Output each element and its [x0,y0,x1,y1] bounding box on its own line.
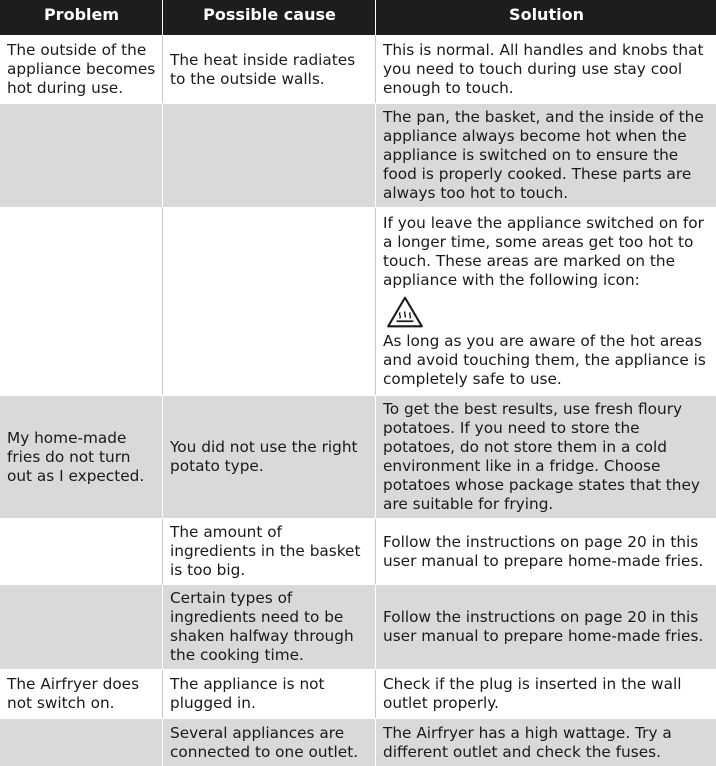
solution-cell: Check if the plug is inserted in the wall outlet properly. [383,675,682,712]
solution-cell: The pan, the basket, and the inside of the appliance always become hot when the appliance is switched on to ensure the food is properly cooked. These parts are always too hot to touch. [383,108,704,202]
problem-cell [0,719,163,766]
solution-cell: The Airfryer has a high wattage. Try a different outlet and check the fuses. [383,723,672,761]
problem-cell [0,585,163,669]
cause-cell: The heat inside radiates to the outside walls. [163,36,376,103]
cause-cell: The appliance is not plugged in. [163,670,376,718]
cause-cell: Certain types of ingredients need to be shaken halfway through the cooking time. [163,585,376,669]
cause-cell [163,104,376,207]
problem-cell [0,519,163,584]
table-row [0,718,716,766]
problem-cell: The outside of the appliance becomes hot during use. [0,36,163,103]
header-possible-cause: Possible cause [163,0,376,35]
problem-cell [0,104,163,207]
hot-surface-warning-icon [383,296,427,328]
cause-cell: The amount of ingredients in the basket is too big. [163,519,376,584]
header-solution: Solution [509,5,584,24]
cause-cell: Several appliances are connected to one outlet. [163,719,376,766]
solution-cell: Follow the instructions on page 20 in this user manual to prepare home-made fries. [383,532,704,570]
table-row [0,518,716,584]
table-row [0,395,716,518]
header-problem: Problem [0,0,163,35]
problem-cell [0,208,163,395]
cause-cell: You did not use the right potato type. [163,396,376,518]
cause-cell [163,208,376,395]
table-row [0,35,716,103]
solution-cell [376,208,716,395]
table-row [0,207,716,395]
solution-text: If you leave the appliance switched on for a longer time, some areas get too hot to touch. These areas are marked on the appliance with the following icon: [383,214,704,289]
table-header [0,0,716,35]
solution-cell: Follow the instructions on page 20 in this user manual to prepare home-made fries. [383,608,704,645]
problem-cell: My home-made fries do not turn out as I expected. [0,396,163,518]
solution-cell: This is normal. All handles and knobs that you need to touch during use stay cool enough to touch. [383,41,704,97]
solution-cell: To get the best results, use fresh floury potatoes. If you need to store the potatoes, do not store them in a cold environment like in a fridge. Choose potatoes whose package states that they are suitable for frying. [383,400,700,513]
table-row [0,103,716,207]
table-row [0,669,716,718]
problem-cell: The Airfryer does not switch on. [0,670,163,718]
table-row [0,584,716,669]
solution-text-after-icon: As long as you are aware of the hot areas and avoid touching them, the appliance is completely safe to use. [383,332,706,388]
